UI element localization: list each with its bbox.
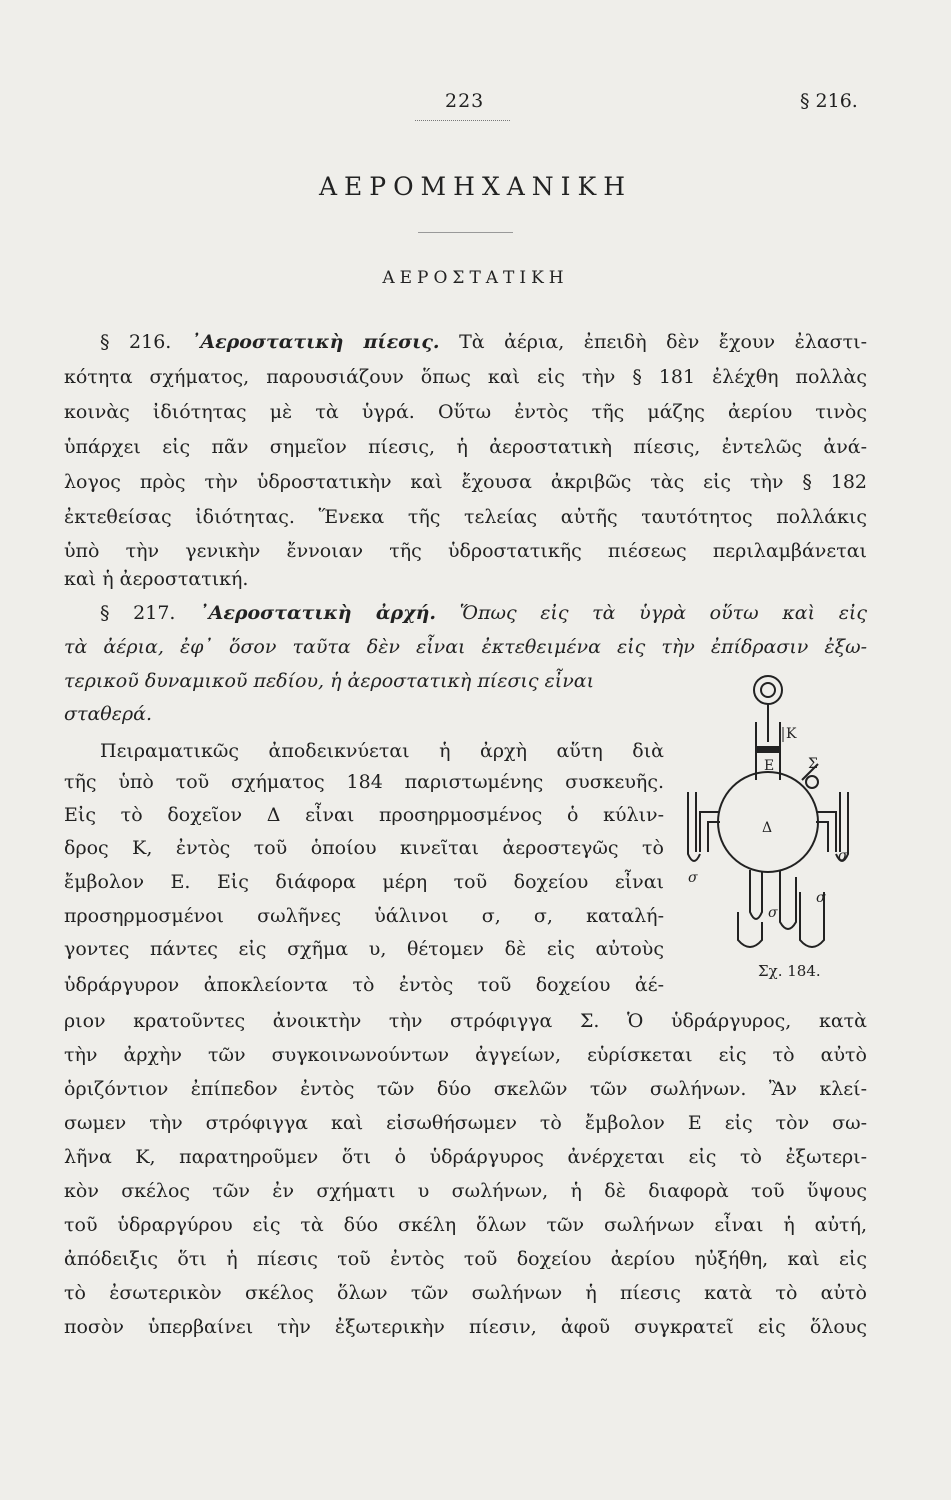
label-sigma-left: σ: [688, 870, 698, 886]
label-sigma-bottom-left: σ: [768, 905, 778, 921]
label-e: Ε: [764, 758, 775, 774]
label-k: Κ: [786, 726, 797, 742]
text-line: ὑδράργυρον ἀποκλείοντα τὸ ἐντὸς τοῦ δοχείου ἀέ-: [64, 974, 664, 996]
text-line: ἔμβολον Ε. Εἰς διάφορα μέρη τοῦ δοχείου εἶναι: [64, 871, 664, 893]
paragraph-217-line: [100, 604, 867, 623]
label-sigma-right: σ: [838, 848, 848, 864]
section-title: ΑΕΡΟΣΤΑΤΙΚΗ: [382, 268, 569, 288]
header-rule: [415, 120, 510, 121]
figure-caption: Σχ. 184.: [758, 962, 821, 980]
piston: [756, 746, 780, 753]
text-line: κὸν σκέλος τῶν ἐν σχήματι υ σωλήνων, ἡ δὲ διαφορὰ τοῦ ὕψους: [64, 1180, 867, 1202]
section-marker: § 216.: [800, 90, 858, 112]
figure-184-apparatus: [680, 672, 860, 972]
text-line: δρος Κ, ἐντὸς τοῦ ὁποίου κινεῖται ἀεροστεγῶς τὸ: [64, 837, 664, 859]
text-line: Εἰς τὸ δοχεῖον Δ εἶναι προσηρμοσμένος ὁ κύλιν-: [64, 804, 664, 826]
text-line: σταθερά.: [64, 703, 152, 725]
paragraph-216-line: [100, 333, 867, 352]
text-line: προσηρμοσμένοι σωλῆνες ὑάλινοι σ, σ, καταλή-: [64, 905, 664, 927]
text-line: Πειραματικῶς ἀποδεικνύεται ἡ ἀρχὴ αὕτη διὰ: [100, 740, 664, 762]
label-s: Σ: [808, 756, 818, 772]
text-line: ἀπόδειξις ὅτι ἡ πίεσις τοῦ ἐντὸς τοῦ δοχείου ἀερίου ηὐξήθη, καὶ εἰς: [64, 1248, 867, 1270]
text-line: λογος πρὸς τὴν ὑδροστατικὴν καὶ ἔχουσα ἀκριβῶς τὰς εἰς τὴν § 182: [64, 471, 867, 493]
label-sigma-bottom-right: σ: [816, 890, 826, 906]
text-line: τῆς ὑπὸ τοῦ σχήματος 184 παριστωμένης συσκευῆς.: [64, 771, 664, 793]
text-line: ὑπάρχει εἰς πᾶν σημεῖον πίεσις, ἡ ἀεροστατικὴ πίεσις, ἐντελῶς ἀνά-: [64, 436, 867, 458]
text-line: λῆνα Κ, παρατηροῦμεν ὅτι ὁ ὑδράργυρος ἀνέρχεται εἰς τὸ ἐξωτερι-: [64, 1146, 867, 1168]
text-line: τὸ ἐσωτερικὸν σκέλος ὅλων τῶν σωλήνων ἡ πίεσις κατὰ τὸ αὐτὸ: [64, 1282, 867, 1304]
text-line: καὶ ἡ ἀεροστατική.: [64, 568, 249, 590]
paragraph-heading: ᾿Αεροστατικὴ πίεσις.: [190, 331, 440, 353]
label-d: Δ: [762, 820, 773, 836]
text-line: κοινὰς ἰδιότητας μὲ τὰ ὑγρά. Οὕτω ἐντὸς τῆς μάζης ἀερίου τινὸς: [64, 401, 867, 423]
text-line: κότητα σχήματος, παρουσιάζουν ὅπως καὶ εἰς τὴν § 181 ἐλέχθη πολλὰς: [64, 366, 867, 388]
section-number: § 216.: [100, 331, 191, 353]
top-ring-inner: [761, 683, 775, 697]
text-line: τὰ ἀέρια, ἐφ᾿ ὅσον ταῦτα δὲν εἶναι ἐκτεθειμένα εἰς τὴν ἐπίδρασιν ἐξω-: [64, 636, 867, 658]
text-line: ἐκτεθείσας ἰδιότητας. Ἕνεκα τῆς τελείας αὐτῆς ταυτότητος πολλάκις: [64, 506, 867, 528]
section-number: § 217.: [100, 602, 200, 624]
text-line: τὴν ἀρχὴν τῶν συγκοινωνούντων ἀγγείων, εὑρίσκεται εἰς τὸ αὐτὸ: [64, 1044, 867, 1066]
top-ring: [754, 676, 782, 704]
text-line: ὑπὸ τὴν γενικὴν ἔννοιαν τῆς ὑδροστατικῆς πιέσεως περιλαμβάνεται: [64, 540, 867, 562]
paragraph-heading: ᾿Αεροστατικὴ ἀρχή.: [199, 602, 437, 624]
text-line: ὁριζόντιον ἐπίπεδον ἐντὸς τῶν δύο σκελῶν τῶν σωλήνων. Ἂν κλεί-: [64, 1078, 867, 1100]
text-line: σωμεν τὴν στρόφιγγα καὶ εἰσωθήσωμεν τὸ ἔμβολον Ε εἰς τὸν σω-: [64, 1112, 867, 1134]
page-number: 223: [445, 90, 485, 112]
text-line: γοντες πάντες εἰς σχῆμα υ, θέτομεν δὲ εἰς αὐτοὺς: [64, 938, 664, 960]
text-line: ποσὸν ὑπερβαίνει τὴν ἐξωτερικὴν πίεσιν, ἀφοῦ συγκρατεῖ εἰς ὅλους: [64, 1316, 867, 1338]
chapter-title: ΑΕΡΟΜΗΧΑΝΙΚΗ: [318, 172, 633, 201]
text-line: τερικοῦ δυναμικοῦ πεδίου, ἡ ἀεροστατικὴ πίεσις εἶναι: [64, 670, 595, 692]
text-line: τοῦ ὑδραργύρου εἰς τὰ δύο σκέλη ὅλων τῶν σωλήνων εἶναι ἡ αὐτή,: [64, 1214, 867, 1236]
text-run: Τὰ ἀέρια, ἐπειδὴ δὲν ἔχουν ἐλαστι-: [439, 331, 867, 353]
text-line: ριον κρατοῦντες ἀνοικτὴν τὴν στρόφιγγα Σ. Ὁ ὑδράργυρος, κατὰ: [64, 1010, 867, 1032]
text-run: Ὅπως εἰς τὰ ὑγρὰ οὕτω καὶ εἰς: [436, 602, 867, 624]
title-rule: [418, 232, 513, 233]
